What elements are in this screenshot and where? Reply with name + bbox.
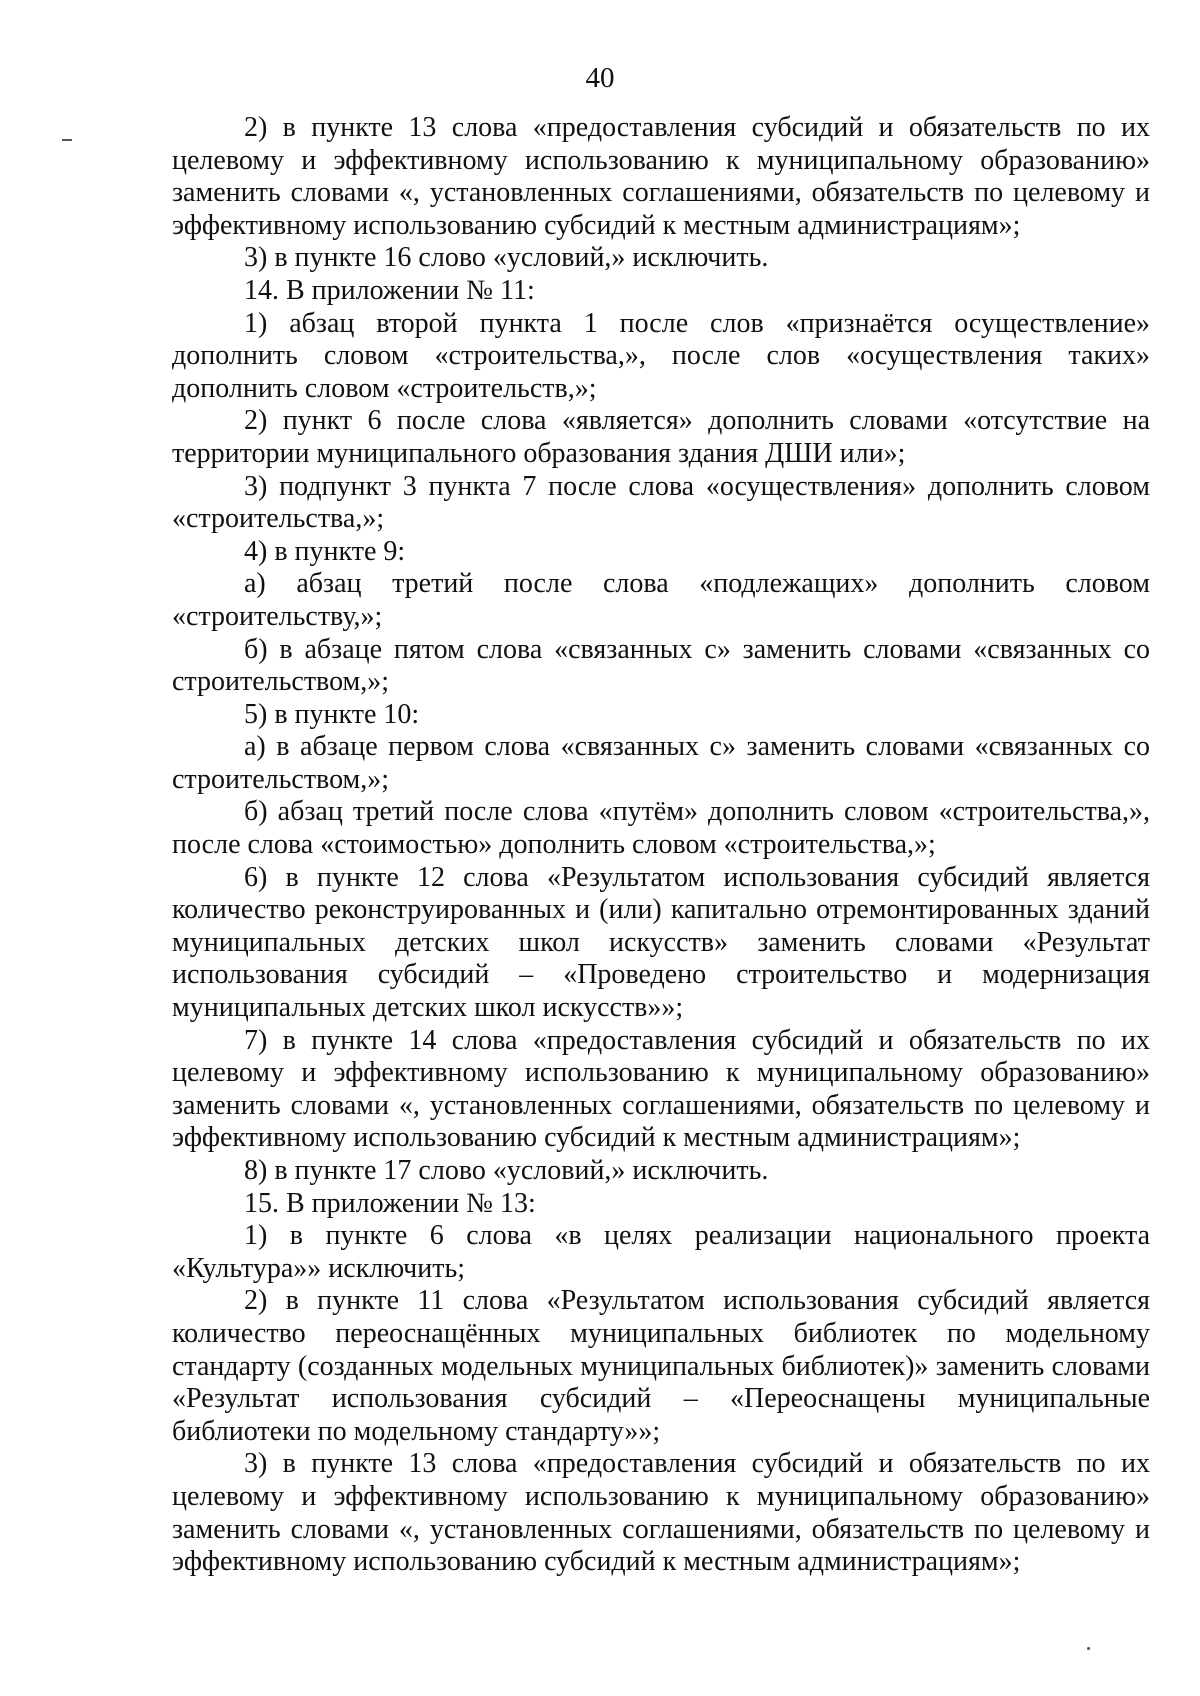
paragraph: 5) в пункте 10: [244, 698, 420, 730]
paragraph: 8) в пункте 17 слово «условий,» исключить. [244, 1155, 769, 1186]
paragraph: 6) в пункте 12 слова «Результатом использования субсидий является количество реконструированных и (или) капитально отремонтированных зданий муниципальных детских школ искусств» заменить словами «Результат использования субсидий – «Проведено строительство и модернизация муниципальных детских школ искусств»»; [172, 861, 1150, 1024]
paragraph: 3) в пункте 13 слова «предоставления субсидий и обязательств по их целевому и эффективному использованию к муниципальному образованию» заменить словами «, установленных соглашениями, обязательств по целевому и эффективному использованию субсидий к местным администрациям»; [172, 1448, 1150, 1578]
scan-mark [62, 139, 72, 141]
paragraph: 3) подпункт 3 пункта 7 после слова «осуществления» дополнить словом «строительства,»; [172, 470, 1150, 535]
paragraph: а) в абзаце первом слова «связанных с» заменить словами «связанных со строительством,»; [172, 731, 1150, 795]
paragraph: б) в абзаце пятом слова «связанных с» заменить словами «связанных со строительством,»; [172, 633, 1150, 698]
paragraph: 1) абзац второй пункта 1 после слов «признаётся осуществление» дополнить словом «строительства,», после слов «осуществления таких» дополнить словом «строительств,»; [172, 307, 1150, 404]
scan-mark [1087, 1647, 1090, 1650]
paragraph: б) абзац третий после слова «путём» дополнить словом «строительства,», после слова «стоимостью» дополнить словом «строительства,»; [172, 796, 1150, 861]
paragraph: 2) пункт 6 после слова «является» дополнить словами «отсутствие на территории муниципального образования здания ДШИ или»; [172, 405, 1150, 469]
paragraph: 15. В приложении № 13: [244, 1187, 536, 1219]
paragraph: 3) в пункте 16 слово «условий,» исключить. [244, 242, 769, 274]
paragraph: 7) в пункте 14 слова «предоставления субсидий и обязательств по их целевому и эффективному использованию к муниципальному образованию» заменить словами «, установленных соглашениями, обязательств по целевому и эффективному использованию субсидий к местным администрациям»; [172, 1024, 1150, 1154]
document-body [172, 112, 1150, 1579]
paragraph: 2) в пункте 11 слова «Результатом использования субсидий является количество переоснащённых муниципальных библиотек по модельному стандарту (созданных модельных муниципальных библиотек)» заменить словами «Результат использования субсидий – «Переоснащены муниципальные библиотеки по модельному стандарту»»; [172, 1285, 1150, 1447]
page-number: 40 [585, 62, 615, 94]
paragraph: 14. В приложении № 11: [244, 274, 535, 306]
paragraph: а) абзац третий после слова «подлежащих» дополнить словом «строительству,»; [172, 568, 1150, 632]
paragraph: 4) в пункте 9: [244, 535, 406, 567]
paragraph: 2) в пункте 13 слова «предоставления субсидий и обязательств по их целевому и эффективному использованию к муниципальному образованию» заменить словами «, установленных соглашениями, обязательств по целевому и эффективному использованию субсидий к местным администрациям»; [172, 112, 1150, 241]
paragraph: 1) в пункте 6 слова «в целях реализации национального проекта «Культура»» исключить; [172, 1220, 1150, 1284]
